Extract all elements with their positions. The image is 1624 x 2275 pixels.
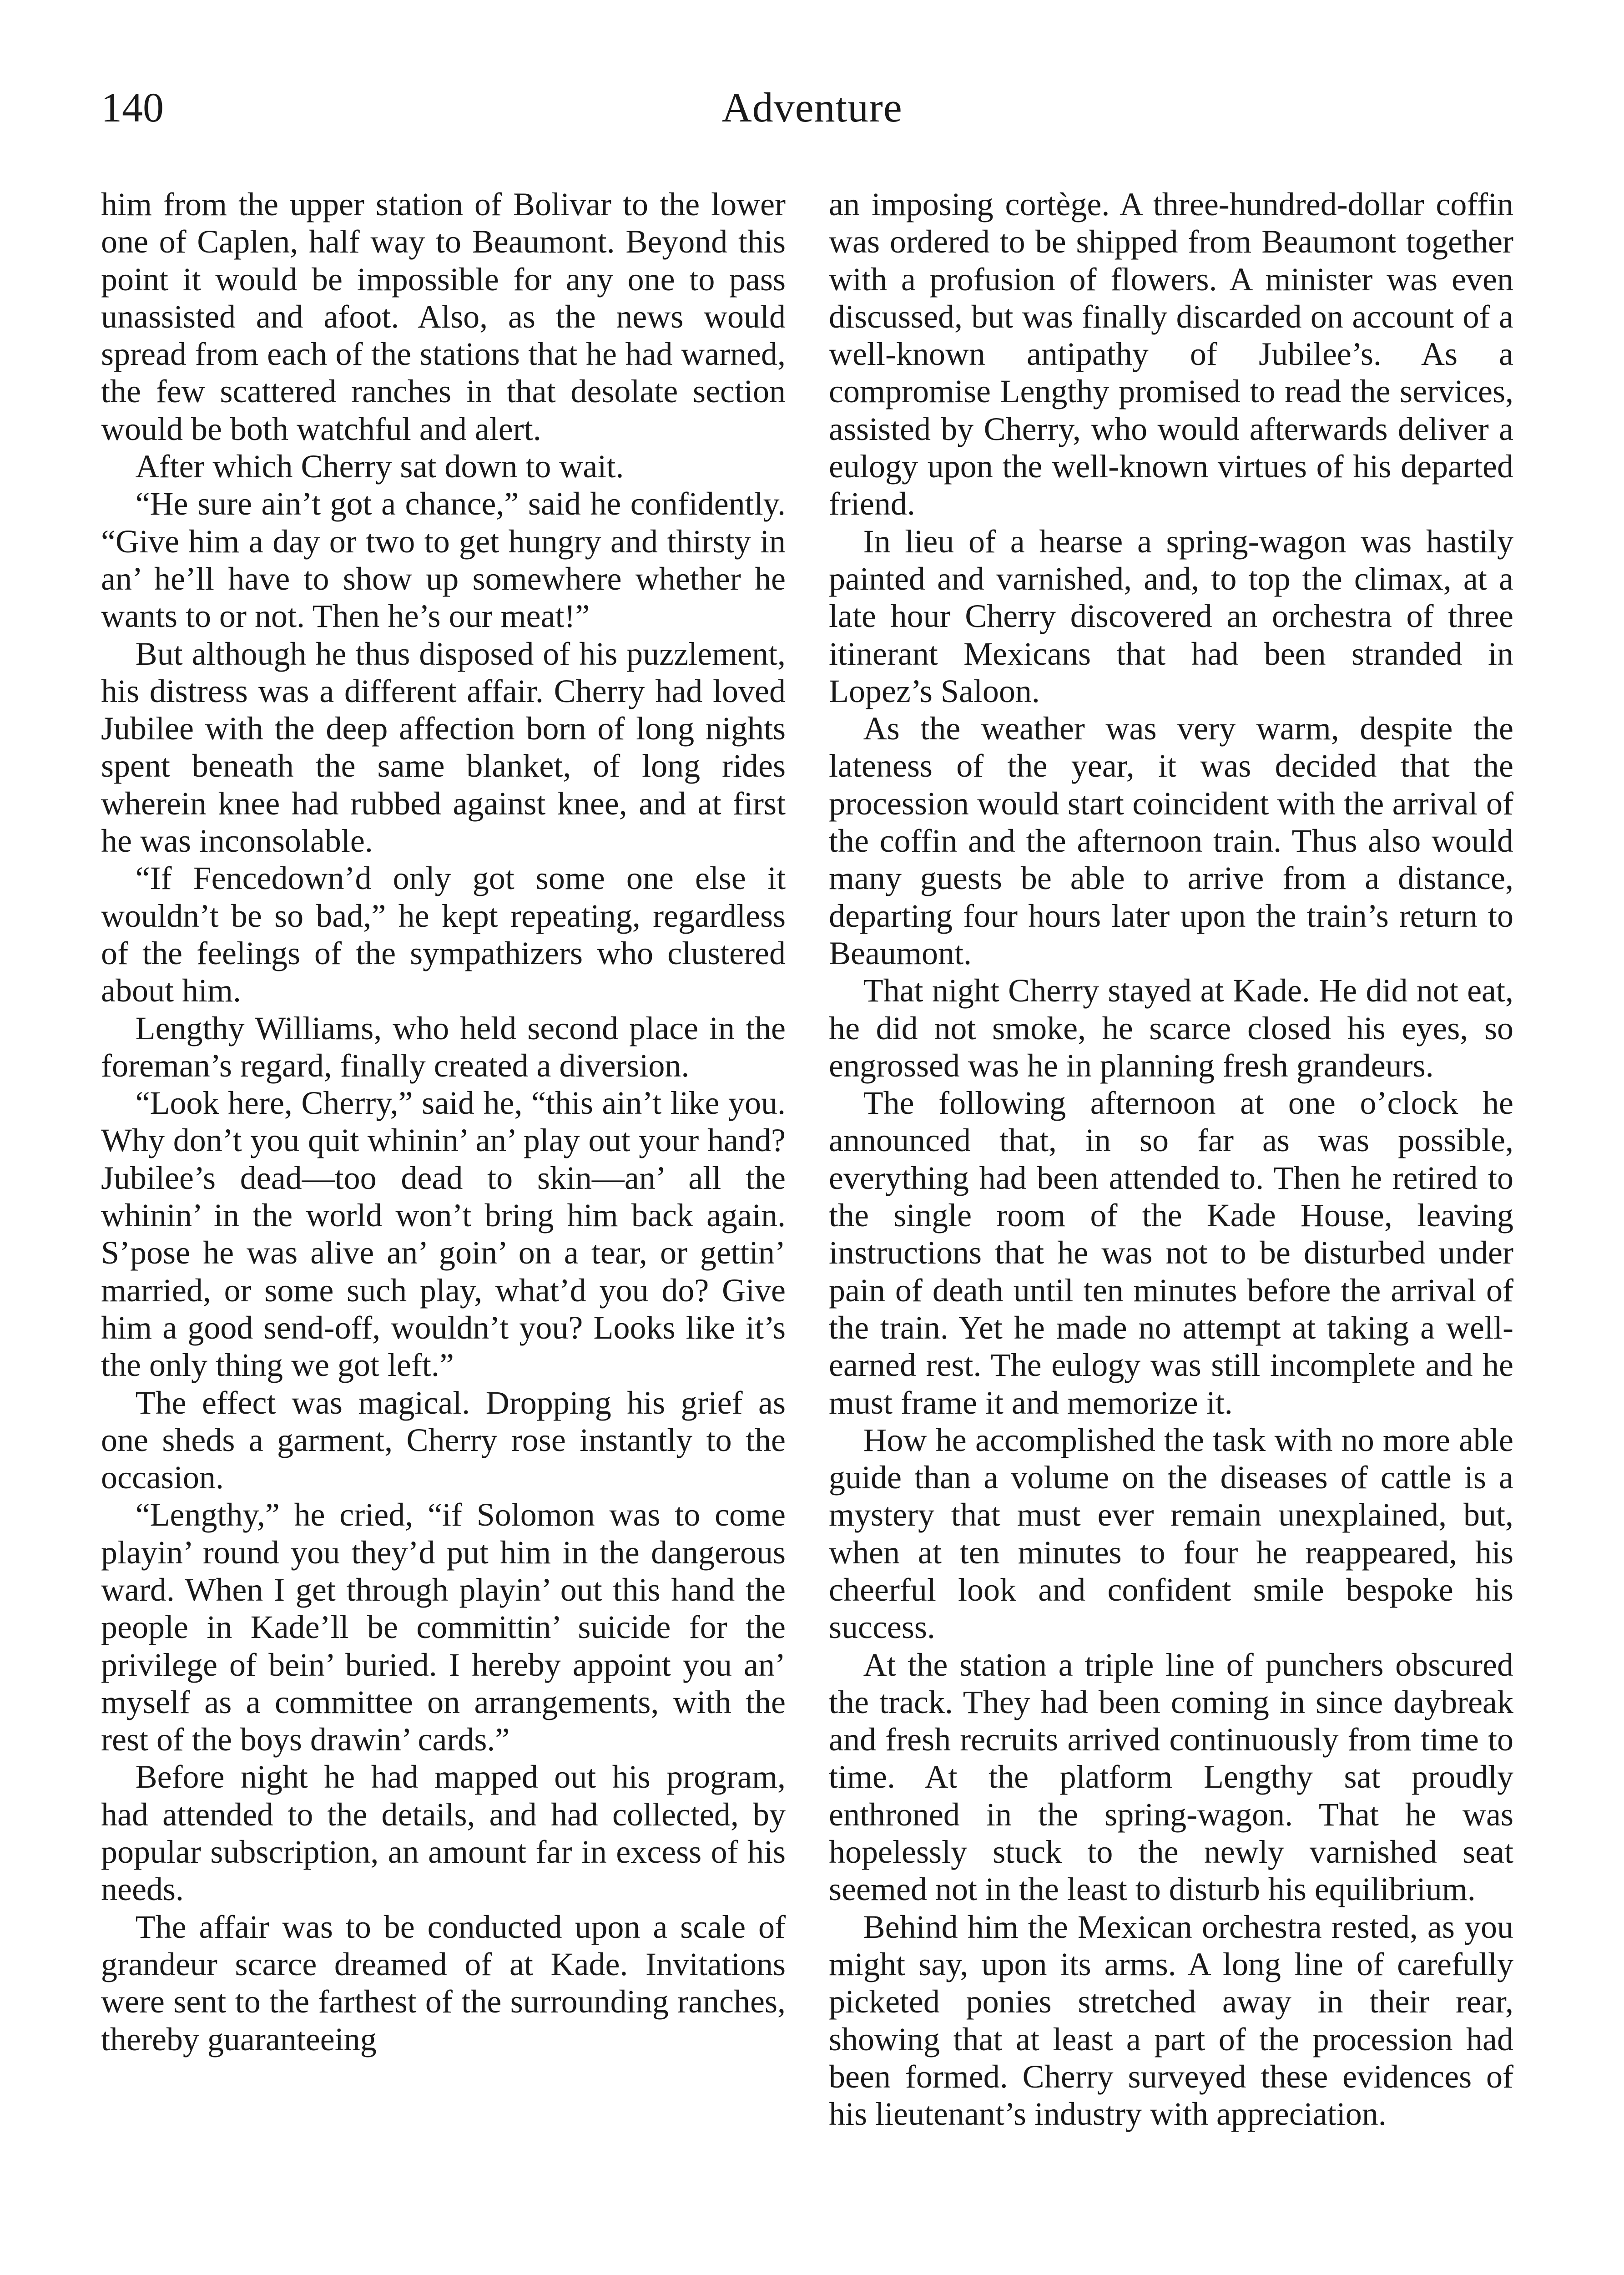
paragraph: The following afternoon at one o’clock he announced that, in so far as was possible, everything had been attended to. Then he retired to the single room of the Kade House, leaving instructions that he was not to be disturbed under pain of death until ten minutes before the arrival of the train. Yet he made no attempt at taking a well-earned rest. The eulogy was still incomplete and he must frame it and memorize it. [829, 1085, 1513, 1421]
paragraph: Lengthy Williams, who held second place in the foreman’s regard, finally created a diversion. [101, 1010, 786, 1084]
paragraph: The affair was to be conducted upon a scale of grandeur scarce dreamed of at Kade. Invitations were sent to the farthest of the surrounding ranches, thereby guaranteeing [101, 1908, 786, 2058]
paragraph: But although he thus disposed of his puzzlement, his distress was a different affair. Cherry had loved Jubilee with the deep affection born of long nights spent beneath the same blanket, of long rides wherein knee had rubbed against knee, and at first he was inconsolable. [101, 635, 786, 859]
paragraph: That night Cherry stayed at Kade. He did not eat, he did not smoke, he scarce closed his eyes, so engrossed was he in planning fresh grandeurs. [829, 972, 1513, 1084]
paragraph: “Look here, Cherry,” said he, “this ain’t like you. Why don’t you quit whinin’ an’ play out your hand? Jubilee’s dead—too dead to skin—an’ all the whinin’ in the world won’t bring him back again. S’pose he was alive an’ goin’ on a tear, or gettin’ married, or some such play, what’d you do? Give him a good send-off, wouldn’t you? Looks like it’s the only thing we got left.” [101, 1085, 786, 1384]
paragraph: “Lengthy,” he cried, “if Solomon was to come playin’ round you they’d put him in the dangerous ward. When I get through playin’ out this hand the people in Kade’ll be committin’ suicide for the privilege of bein’ buried. I hereby appoint you an’ myself as a committee on arrangements, with the rest of the boys drawin’ cards.” [101, 1496, 786, 1758]
paragraph: How he accomplished the task with no more able guide than a volume on the diseases of cattle is a mystery that must ever remain unexplained, but, when at ten minutes to four he reappeared, his cheerful look and confident smile bespoke his success. [829, 1421, 1513, 1646]
paragraph: After which Cherry sat down to wait. [135, 448, 624, 485]
paragraph: Before night he had mapped out his program, had attended to the details, and had collected, by popular subscription, an amount far in excess of his needs. [101, 1759, 786, 1908]
running-head-title: Adventure [721, 84, 903, 131]
paragraph: At the station a triple line of punchers obscured the track. They had been coming in since daybreak and fresh recruits arrived continuously from time to time. At the platform Lengthy sat proudly enthroned in the spring-wagon. That he was hopelessly stuck to the newly varnished seat seemed not in the least to disturb his equilibrium. [829, 1646, 1513, 1908]
paragraph: “He sure ain’t got a chance,” said he confidently. “Give him a day or two to get hungry and thirsty in an’ he’ll have to show up somewhere whether he wants to or not. Then he’s our meat!” [101, 485, 786, 635]
paragraph: Behind him the Mexican orchestra rested, as you might say, upon its arms. A long line of carefully picketed ponies stretched away in their rear, showing that at least a part of the procession had been formed. Cherry surveyed these evidences of his lieutenant’s industry with appreciation. [829, 1908, 1513, 2133]
paragraph: “If Fencedown’d only got some one else it wouldn’t be so bad,” he kept repeating, regardless of the feelings of the sympathizers who clustered about him. [101, 860, 786, 1009]
paragraph: an imposing cortège. A three-hundred-dollar coffin was ordered to be shipped from Beaumont together with a profusion of flowers. A minister was even discussed, but was finally discarded on account of a well-known antipathy of Jubilee’s. As a compromise Lengthy promised to read the services, assisted by Cherry, who would afterwards deliver a eulogy upon the well-known virtues of his departed friend. [829, 186, 1513, 522]
page-number: 140 [101, 84, 164, 131]
right-column [829, 186, 1513, 2133]
paragraph: In lieu of a hearse a spring-wagon was hastily painted and varnished, and, to top the climax, at a late hour Cherry discovered an orchestra of three itinerant Mexicans that had been stranded in Lopez’s Saloon. [829, 523, 1513, 709]
paragraph: As the weather was very warm, despite the lateness of the year, it was decided that the procession would start coincident with the arrival of the coffin and the afternoon train. Thus also would many guests be able to arrive from a distance, departing four hours later upon the train’s return to Beaumont. [829, 710, 1513, 971]
paragraph: The effect was magical. Dropping his grief as one sheds a garment, Cherry rose instantly to the occasion. [101, 1384, 786, 1496]
paragraph: him from the upper station of Bolivar to the lower one of Caplen, half way to Beaumont. Beyond this point it would be impossible for any one to pass unassisted and afoot. Also, as the news would spread from each of the stations that he had warned, the few scattered ranches in that desolate section would be both watchful and alert. [101, 186, 786, 447]
left-column [101, 186, 786, 2058]
